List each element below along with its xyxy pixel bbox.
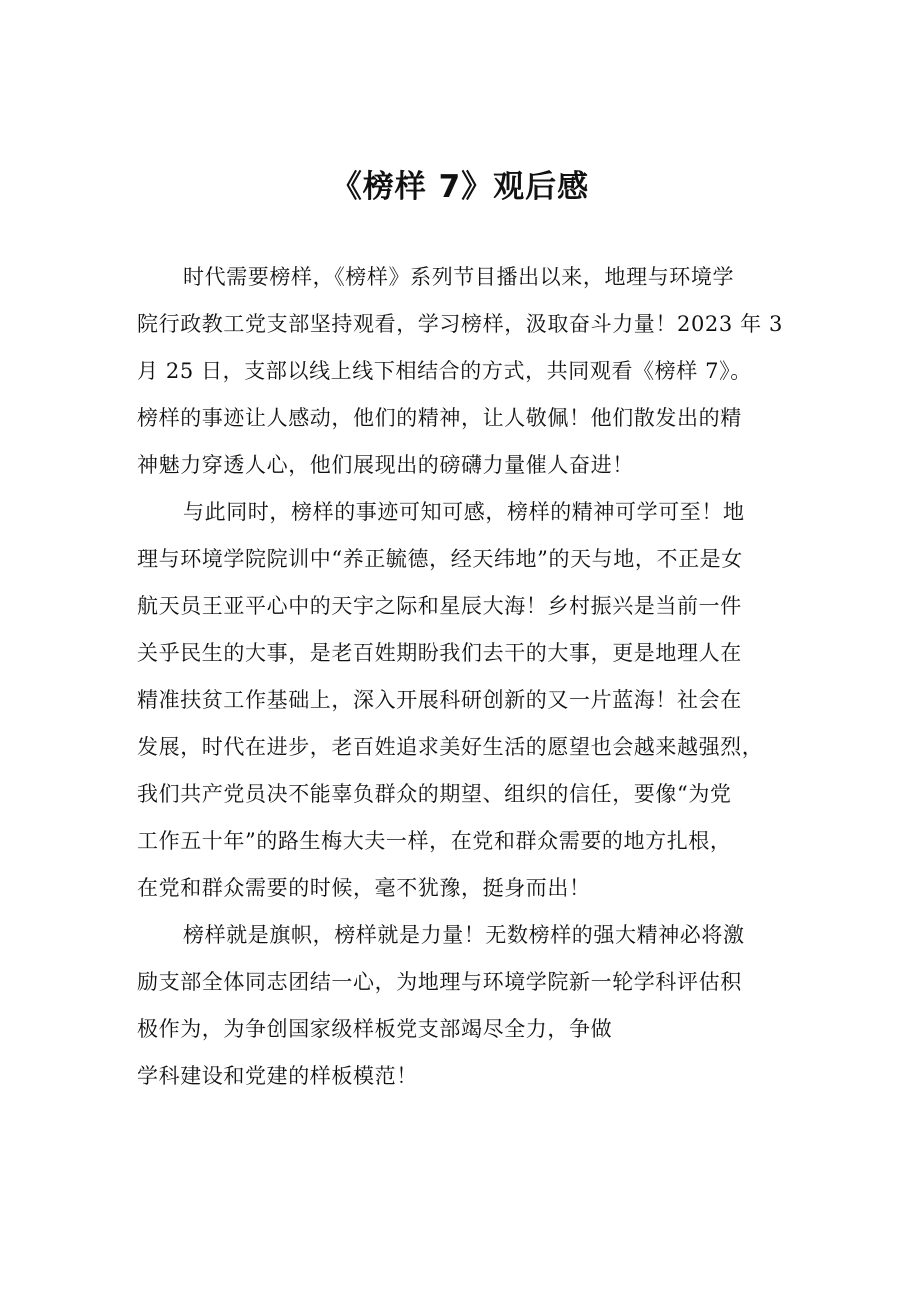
paragraph-line: 在党和群众需要的时候，毫不犹豫，挺身而出！ [137, 876, 591, 900]
paragraph-line: 院行政教工党支部坚持观看，学习榜样，汲取奋斗力量！2023 年 3 [137, 312, 783, 336]
paragraph-line: 榜样就是旗帜，榜样就是力量！无数榜样的强大精神必将激 [183, 923, 745, 947]
paragraph-line: 榜样的事迹让人感动，他们的精神，让人敬佩！他们散发出的精 [137, 406, 742, 430]
document-title: 《榜样 7》观后感 [330, 169, 590, 205]
paragraph-line: 神魅力穿透人心，他们展现出的磅礴力量催人奋进！ [137, 453, 634, 477]
paragraph-line: 发展，时代在进步，老百姓追求美好生活的愿望也会越来越强烈， [137, 735, 764, 759]
paragraph-line: 励支部全体同志团结一心，为地理与环境学院新一轮学科评估积 [137, 970, 742, 994]
paragraph-line: 我们共产党员决不能辜负群众的期望、组织的信任，要像“为党 [137, 782, 732, 806]
paragraph-line: 学科建设和党建的样板模范！ [137, 1064, 418, 1088]
paragraph-line: 航天员王亚平心中的天宇之际和星辰大海！乡村振兴是当前一件 [137, 594, 742, 618]
paragraph-2 [137, 489, 797, 912]
paragraph-line: 精准扶贫工作基础上，深入开展科研创新的又一片蓝海！社会在 [137, 688, 742, 712]
paragraph-line: 工作五十年”的路生梅大夫一样，在党和群众需要的地方扎根， [137, 829, 732, 853]
paragraph-line: 关乎民生的大事，是老百姓期盼我们去干的大事，更是地理人在 [137, 641, 742, 665]
document-body [137, 254, 797, 1100]
paragraph-line: 与此同时，榜样的事迹可知可感，榜样的精神可学可至！地 [183, 500, 745, 524]
paragraph-line: 极作为，为争创国家级样板党支部竭尽全力，争做 [137, 1017, 613, 1041]
paragraph-3 [137, 912, 797, 1100]
paragraph-line: 月 25 日，支部以线上线下相结合的方式，共同观看《榜样 7》。 [137, 359, 752, 383]
paragraph-1 [137, 254, 797, 489]
paragraph-line: 理与环境学院院训中“养正毓德，经天纬地”的天与地，不正是女 [137, 547, 743, 571]
paragraph-line: 时代需要榜样，《榜样》系列节目播出以来，地理与环境学 [183, 265, 735, 289]
